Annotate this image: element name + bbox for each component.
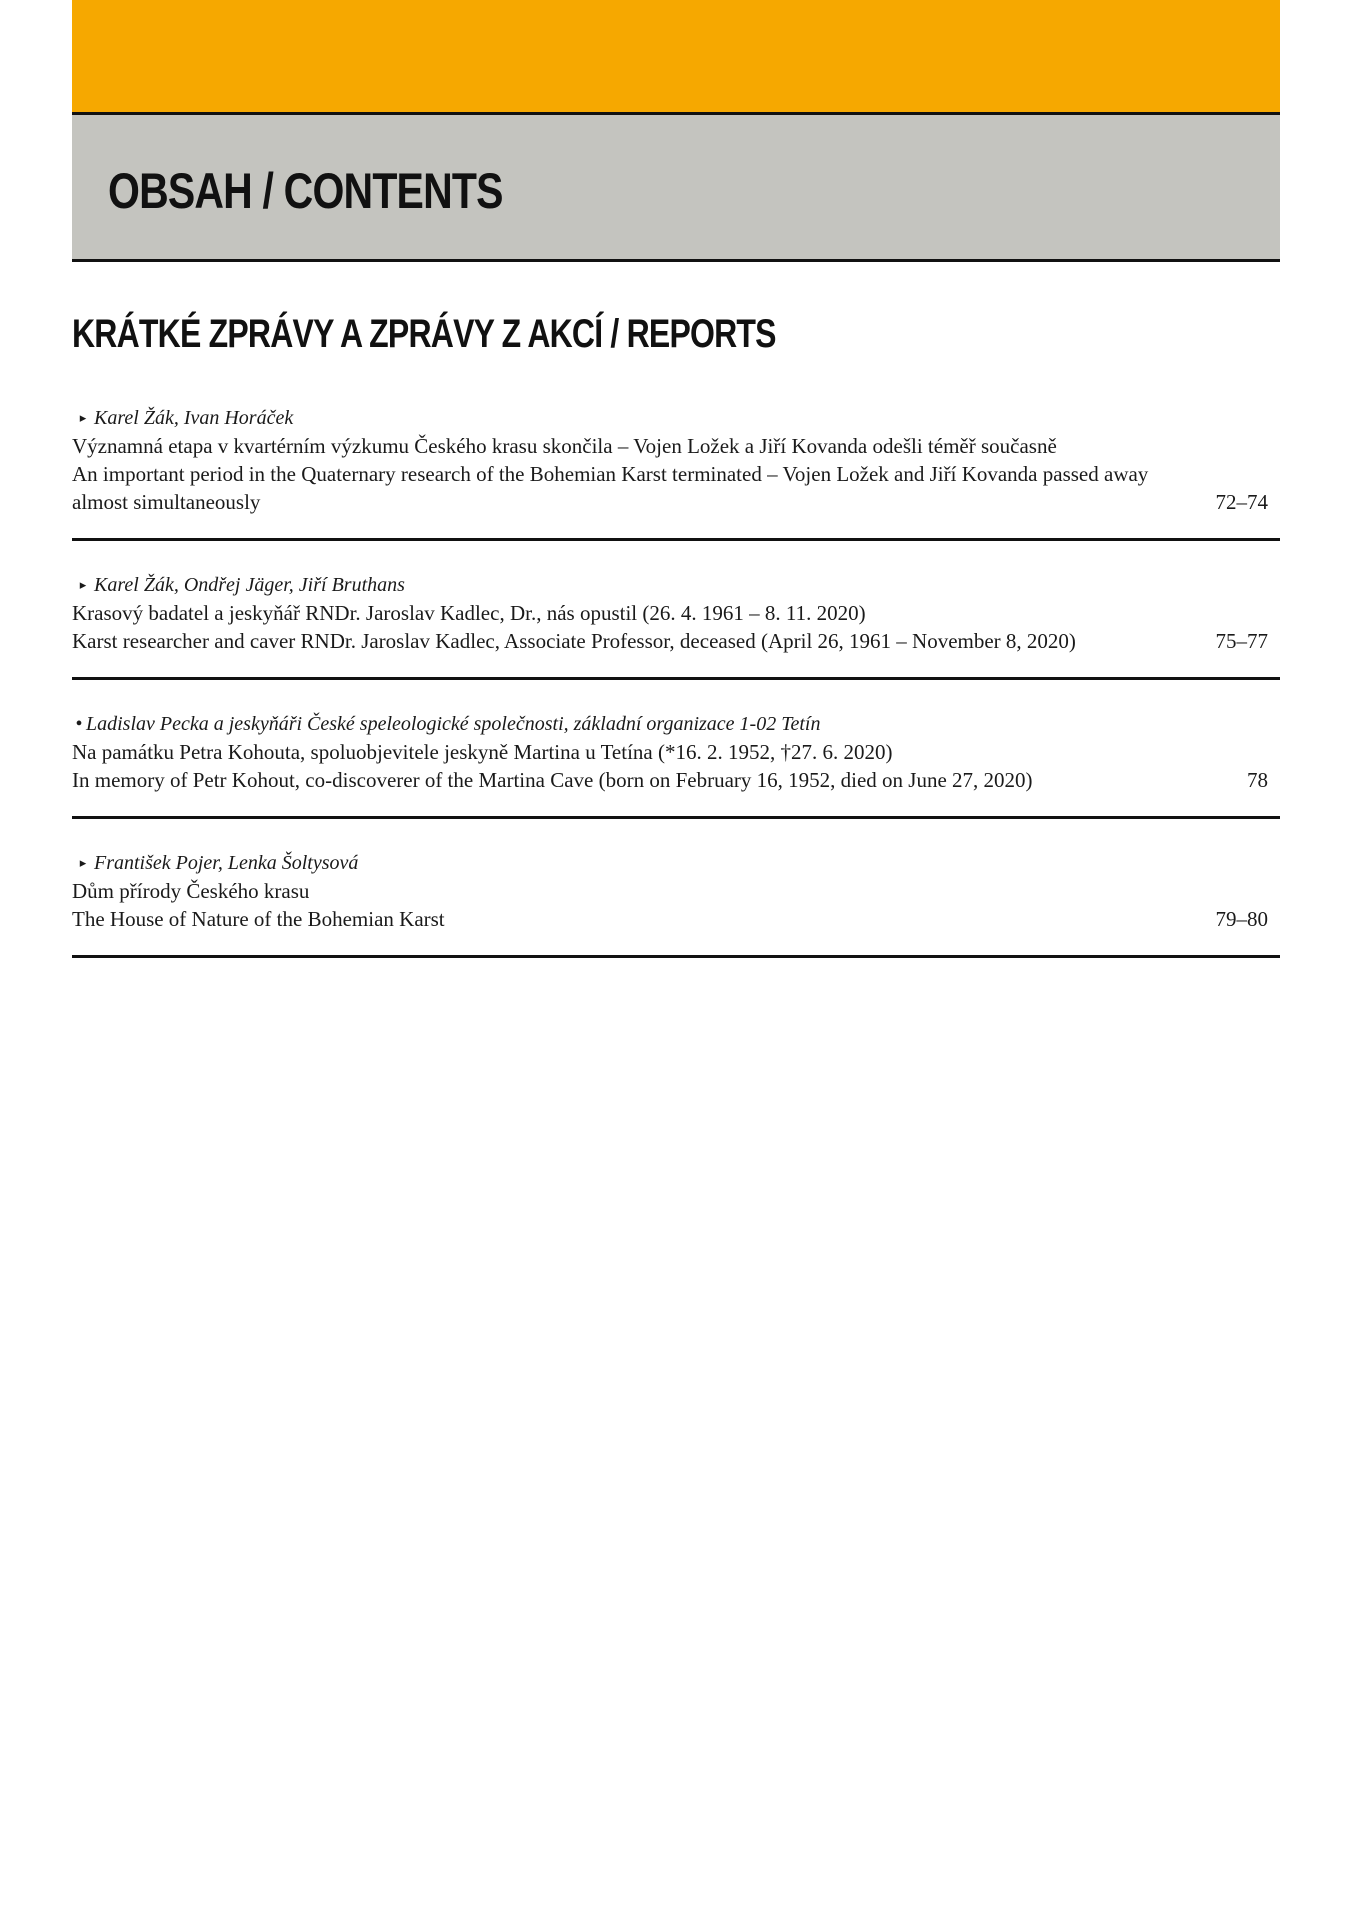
- entry-title-cz: Významná etapa v kvartérním výzkumu Českého krasu skončila – Vojen Ložek a Jiří Kovanda odešli téměř současně: [72, 434, 1057, 458]
- authors-text: Ladislav Pecka a jeskyňáři České speleologické společnosti, základní organizace 1-02 Tetín: [86, 713, 821, 735]
- entry-title-cz: Dům přírody Českého krasu: [72, 879, 310, 903]
- triangle-bullet-icon: ▸: [79, 410, 87, 425]
- authors-text: František Pojer, Lenka Šoltysová: [94, 852, 359, 874]
- entry-title-en-row: [72, 627, 1280, 655]
- triangle-bullet-icon: ▸: [79, 577, 87, 592]
- entry-authors: [72, 710, 1280, 738]
- entry-pages: 79–80: [1215, 907, 1268, 931]
- entry-title-en-row: [72, 460, 1280, 516]
- contents-header: [72, 112, 1280, 262]
- toc-entry: [72, 400, 1280, 541]
- entry-title-en: In memory of Petr Kohout, co-discoverer of the Martina Cave (born on February 16, 1952, died on June 27, 2020): [72, 768, 1033, 792]
- accent-band: [72, 0, 1280, 112]
- entry-title-en: The House of Nature of the Bohemian Karst: [72, 907, 445, 931]
- authors-text: Karel Žák, Ondřej Jäger, Jiří Bruthans: [94, 574, 405, 596]
- entry-title-en: An important period in the Quaternary research of the Bohemian Karst terminated – Vojen Ložek and Jiří Kovanda passed away almost simultaneously: [72, 462, 1149, 514]
- entry-authors: [72, 571, 1280, 599]
- triangle-bullet-icon: ▸: [79, 855, 87, 870]
- entry-title-cz: Na památku Petra Kohouta, spoluobjevitele jeskyně Martina u Tetína (*16. 2. 1952, †27. 6. 2020): [72, 740, 893, 764]
- dot-bullet-icon: •: [75, 713, 83, 735]
- entry-title-en-row: [72, 905, 1280, 933]
- table-of-contents: [72, 400, 1280, 984]
- section-title: KRÁTKÉ ZPRÁVY A ZPRÁVY Z AKCÍ / REPORTS: [72, 312, 776, 356]
- page-title: OBSAH / CONTENTS: [108, 163, 503, 219]
- entry-pages: 72–74: [1215, 490, 1268, 514]
- entry-authors: [72, 849, 1280, 877]
- entry-title-en-row: [72, 766, 1280, 794]
- entry-pages: 78: [1247, 768, 1268, 792]
- authors-text: Karel Žák, Ivan Horáček: [94, 407, 294, 429]
- entry-title-en: Karst researcher and caver RNDr. Jaroslav Kadlec, Associate Professor, deceased (April 26, 1961 – November 8, 2020): [72, 629, 1076, 653]
- entry-title-cz: Krasový badatel a jeskyňář RNDr. Jaroslav Kadlec, Dr., nás opustil (26. 4. 1961 – 8. 11. 2020): [72, 601, 866, 625]
- entry-authors: [72, 404, 1280, 432]
- toc-entry: [72, 567, 1280, 680]
- entry-pages: 75–77: [1215, 629, 1268, 653]
- toc-entry: [72, 845, 1280, 958]
- toc-entry: [72, 706, 1280, 819]
